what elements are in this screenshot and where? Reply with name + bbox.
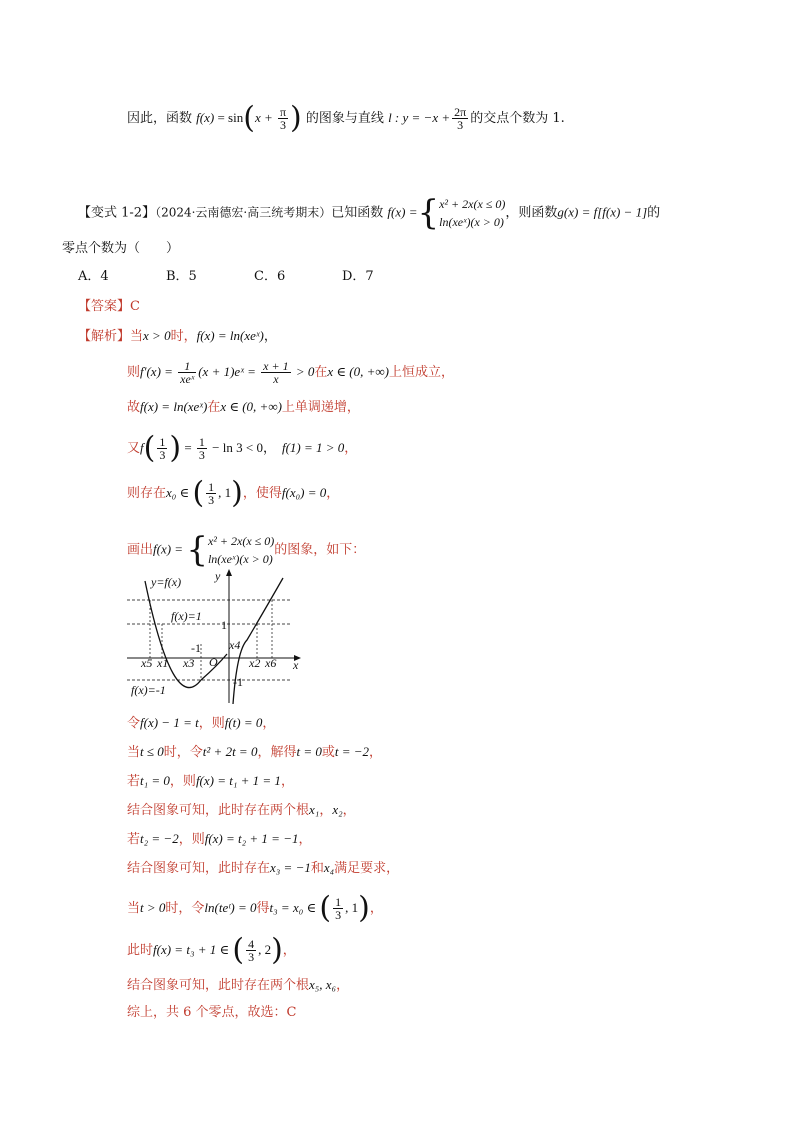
origin-label: O — [209, 655, 218, 669]
analysis-line-3: 故f(x) = ln(xeˣ)在x ∈ (0, +∞)上单调递增， — [127, 399, 360, 415]
x-axis-label: x — [293, 658, 299, 672]
analysis-line-6: 画出f(x) = { x² + 2x(x ≤ 0) ln(xeˣ)(x > 0) 的图象，如下： — [127, 530, 366, 570]
analysis-line-2: 则f′(x) = $\frac{1}{\text{xeˣ}}$ (x + 1)eˣ = $\frac{x + 1}{x}$ > 0在x ∈ (0, +∞)上恒成立， — [127, 359, 454, 386]
f1-label: f(x)=1 — [171, 609, 202, 623]
answer-line: 【答案】C — [78, 299, 140, 314]
svg-text:-1: -1 — [191, 641, 201, 655]
svg-text:x5: x5 — [141, 656, 153, 670]
option-b: B．5 — [166, 269, 197, 284]
analysis-line-16: 综上，共 6 个零点，故选：C — [127, 1005, 297, 1020]
parabola-curve — [145, 581, 227, 688]
analysis-line-9: 若t₁ = 0，则f(x) = t₁ + 1 = 1， — [127, 773, 294, 789]
analysis-line-13: 当t > 0时，令ln(teᵗ) = 0得t₃ = x₀ ∈ ( $\frac{1}{3}$ , 1)， — [127, 890, 383, 926]
analysis-line-1: 【解析】当x > 0时，f(x) = ln(xeˣ)， — [78, 328, 277, 344]
analysis-line-4: 又f( $\frac{1}{3}$ ) = $\frac{1}{3}$ − ln 3 < 0， f(1) = 1 > 0， — [127, 430, 358, 466]
y-axis-arrow — [226, 569, 232, 576]
conclusion-line: 因此，函数 f(x) = sin(x + $\frac{\pi}{3}$ ) 的图象与直线 l : y = −x + $\frac{2\pi}{3}$ 的交点个数为 1. — [127, 100, 565, 136]
svg-text:x6: x6 — [265, 656, 277, 670]
analysis-line-7: 令f(x) − 1 = t，则f(t) = 0， — [127, 715, 276, 731]
analysis-line-12: 结合图象可知，此时存在x₃ = −1和x₄满足要求， — [127, 860, 400, 876]
svg-text:x1: x1 — [157, 656, 169, 670]
fm1-label: f(x)=-1 — [131, 683, 166, 697]
svg-text:x4: x4 — [229, 638, 241, 652]
problem-tag: 【变式 1-2】 — [78, 205, 156, 221]
option-c: C．6 — [254, 269, 286, 284]
analysis-line-14: 此时f(x) = t₃ + 1 ∈ ( $\frac{4}{3}$ , 2)， — [127, 932, 296, 968]
problem-statement: 【变式 1-2】（2024·云南德宏·高三统考期末）已知函数 f(x) ={ x² + 2x(x ≤ 0) ln(xeˣ)(x > 0) ，则函数g(x) = f[f(x) − 1]的 — [78, 193, 661, 233]
y-axis-label: y — [215, 569, 221, 583]
option-a: A．4 — [78, 269, 109, 284]
analysis-line-5: 则存在x₀ ∈ ( $\frac{1}{3}$ , 1)，使得f(x₀) = 0， — [127, 475, 340, 511]
svg-text:1: 1 — [221, 618, 227, 632]
analysis-line-8: 当t ≤ 0时，令t² + 2t = 0，解得t = 0或t = −2， — [127, 744, 383, 760]
analysis-line-10: 结合图象可知，此时存在两个根x₁，x₂， — [127, 802, 356, 818]
problem-question: 零点个数为（ ） — [62, 241, 180, 256]
options — [78, 268, 374, 286]
svg-text:-1: -1 — [233, 675, 243, 689]
option-d: D．7 — [342, 269, 374, 284]
function-graph — [125, 566, 305, 704]
answer-value: C — [130, 299, 140, 314]
final-answer: C — [286, 1005, 297, 1020]
svg-text:x3: x3 — [183, 656, 195, 670]
svg-text:x2: x2 — [249, 656, 261, 670]
analysis-line-11: 若t₂ = −2，则f(x) = t₂ + 1 = −1， — [127, 831, 312, 847]
curve-label: y=f(x) — [151, 575, 182, 589]
analysis-line-15: 结合图象可知，此时存在两个根x₅, x₆， — [127, 977, 350, 993]
